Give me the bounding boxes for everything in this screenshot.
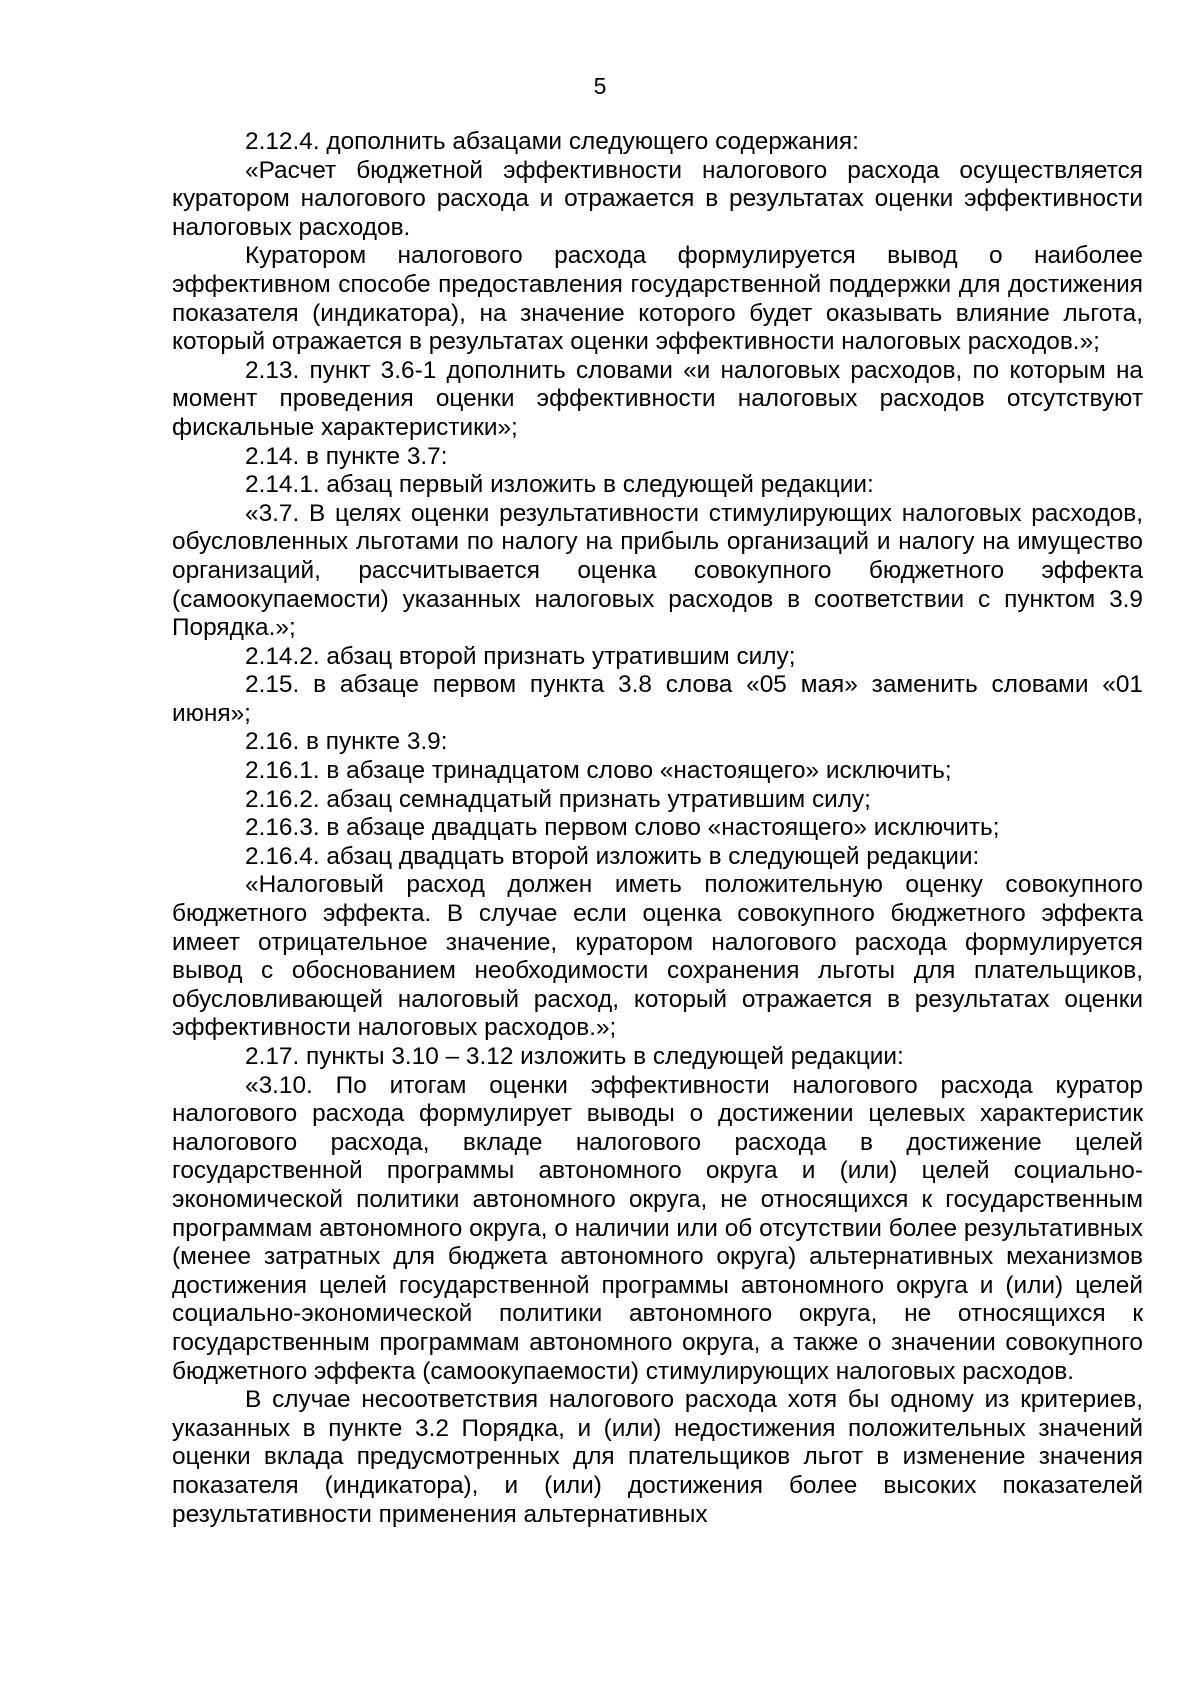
paragraph: Куратором налогового расхода формулируется вывод о наиболее эффективном способе предоставления государственной поддержки для достижения показателя (индикатора), на значение которого будет оказывать влияние льгота, который отражается в результатах оценки эффективности налоговых расходов.»; [172, 242, 1143, 356]
paragraph: В случае несоответствия налогового расхода хотя бы одному из критериев, указанных в пункте 3.2 Порядка, и (или) недостижения положительных значений оценки вклада предусмотренных для плательщиков льгот в изменение значения показателя (индикатора), и (или) достижения более высоких показателей результативности применения альтернативных [172, 1386, 1143, 1528]
paragraph: 2.17. пункты 3.10 – 3.12 изложить в следующей редакции: [245, 1043, 904, 1070]
paragraph: 2.16. в пункте 3.9: [245, 728, 448, 756]
paragraph: «3.10. По итогам оценки эффективности налогового расхода куратор налогового расхода формулирует выводы о достижении целевых характеристик налогового расхода, вкладе налогового расхода в достижение целей государственной программы автономного округа и (или) целей социально-экономической политики автономного округа, не относящихся к государственным программам автономного округа, о наличии или об отсутствии более результативных (менее затратных для бюджета автономного округа) альтернативных механизмов достижения целей государственной программы автономного округа и (или) целей социально-экономической политики автономного округа, не относящихся к государственным программам автономного округа, а также о значении совокупного бюджетного эффекта (самоокупаемости) стимулирующих налоговых расходов. [172, 1071, 1143, 1385]
paragraph: «3.7. В целях оценки результативности стимулирующих налоговых расходов, обусловленных льготами по налогу на прибыль организаций и налогу на имущество организаций, рассчитывается оценка совокупного бюджетного эффекта (самоокупаемости) указанных налоговых расходов в соответствии с пунктом 3.9 Порядка.»; [172, 499, 1143, 642]
paragraph: 2.15. в абзаце первом пункта 3.8 слова «05 мая» заменить словами «01 июня»; [172, 671, 1143, 727]
paragraph: «Расчет бюджетной эффективности налогового расхода осуществляется куратором налогового расхода и отражается в результатах оценки эффективности налоговых расходов. [172, 156, 1143, 241]
paragraph: 2.16.2. абзац семнадцатый признать утратившим силу; [245, 785, 871, 813]
paragraph: 2.13. пункт 3.6-1 дополнить словами «и налоговых расходов, по которым на момент проведения оценки эффективности налоговых расходов отсутствуют фискальные характеристики»; [172, 356, 1143, 441]
paragraph: 2.16.1. в абзаце тринадцатом слово «настоящего» исключить; [245, 757, 952, 785]
paragraph: 2.16.4. абзац двадцать второй изложить в следующей редакции: [245, 842, 980, 870]
page-number: 5 [593, 73, 607, 99]
paragraph: 2.12.4. дополнить абзацами следующего содержания: [245, 128, 859, 155]
paragraph: 2.14.2. абзац второй признать утратившим силу; [245, 642, 796, 670]
paragraph: 2.14. в пункте 3.7: [245, 442, 448, 470]
document-body [172, 128, 1143, 1529]
paragraph: 2.14.1. абзац первый изложить в следующей редакции: [245, 471, 874, 499]
paragraph: «Налоговый расход должен иметь положительную оценку совокупного бюджетного эффекта. В случае если оценка совокупного бюджетного эффекта имеет отрицательное значение, куратором налогового расхода формулируется вывод с обоснованием необходимости сохранения льготы для плательщиков, обусловливающей налоговый расход, который отражается в результатах оценки эффективности налоговых расходов.»; [172, 871, 1143, 1042]
paragraph: 2.16.3. в абзаце двадцать первом слово «настоящего» исключить; [245, 814, 1000, 842]
